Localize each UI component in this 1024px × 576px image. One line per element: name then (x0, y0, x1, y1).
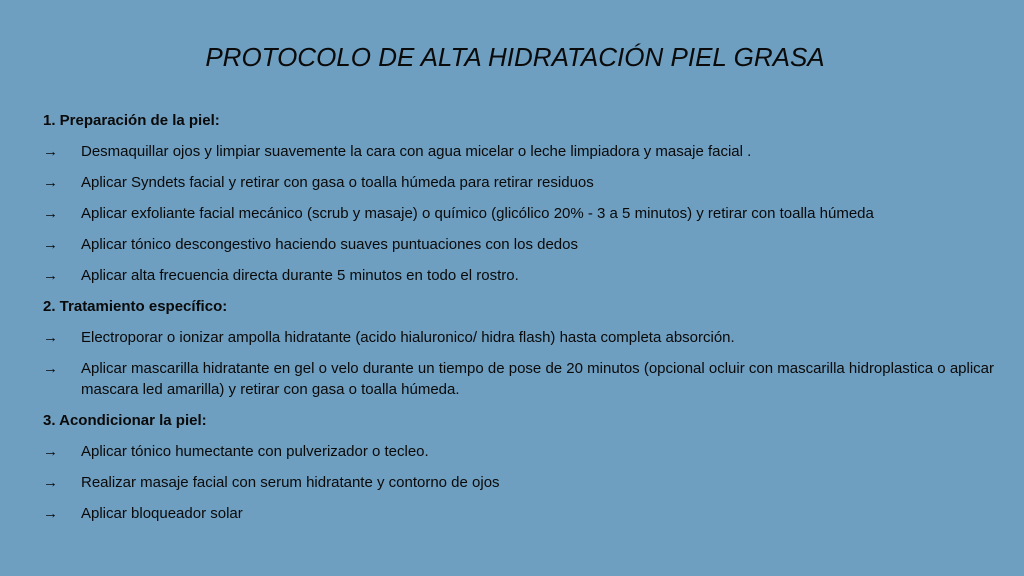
list-item (43, 327, 1003, 348)
arrow-icon: → (43, 443, 58, 460)
section-heading-preparacion: 1. Preparación de la piel: (43, 112, 220, 129)
arrow-icon: → (43, 329, 58, 346)
list-item-text: Electroporar o ionizar ampolla hidratante (acido hialuronico/ hidra flash) hasta completa absorción. (81, 329, 735, 346)
list-item (43, 141, 1003, 162)
list-item-text: Aplicar tónico humectante con pulverizador o tecleo. (81, 443, 429, 460)
list-item-text: Desmaquillar ojos y limpiar suavemente la cara con agua micelar o leche limpiadora y masaje facial . (81, 143, 752, 160)
list-item (43, 172, 1003, 193)
arrow-icon: → (43, 360, 58, 377)
list-item-text: Aplicar alta frecuencia directa durante 5 minutos en todo el rostro. (81, 267, 519, 284)
list-item (43, 472, 1003, 493)
arrow-icon: → (43, 143, 58, 160)
list-item (43, 503, 1003, 524)
list-item-text: Aplicar mascarilla hidratante en gel o velo durante un tiempo de pose de 20 minutos (opcional ocluir con mascarilla hidroplastica o aplicar mascara led amarilla) y retirar con gasa o toalla húmeda. (81, 360, 995, 398)
list-item-text: Aplicar tónico descongestivo haciendo suaves puntuaciones con los dedos (81, 236, 578, 253)
list-item-text: Aplicar bloqueador solar (81, 505, 243, 522)
list-item-text: Realizar masaje facial con serum hidratante y contorno de ojos (81, 474, 500, 491)
list-item (43, 265, 1003, 286)
arrow-icon: → (43, 474, 58, 491)
arrow-icon: → (43, 174, 58, 191)
list-item-text: Aplicar Syndets facial y retirar con gasa o toalla húmeda para retirar residuos (81, 174, 594, 191)
arrow-icon: → (43, 505, 58, 522)
arrow-icon: → (43, 236, 58, 253)
slide-title: PROTOCOLO DE ALTA HIDRATACIÓN PIEL GRASA (205, 42, 825, 72)
arrow-icon: → (43, 267, 58, 284)
list-item (43, 203, 1003, 224)
list-item (43, 358, 1003, 400)
section-heading-acondicionar: 3. Acondicionar la piel: (43, 412, 207, 429)
list-item (43, 234, 1003, 255)
list-item-text: Aplicar exfoliante facial mecánico (scrub y masaje) o químico (glicólico 20% - 3 a 5 minutos) y retirar con toalla húmeda (81, 205, 874, 222)
section-heading-tratamiento: 2. Tratamiento específico: (43, 298, 228, 315)
arrow-icon: → (43, 205, 58, 222)
slide-content (43, 110, 1003, 534)
list-item (43, 441, 1003, 462)
